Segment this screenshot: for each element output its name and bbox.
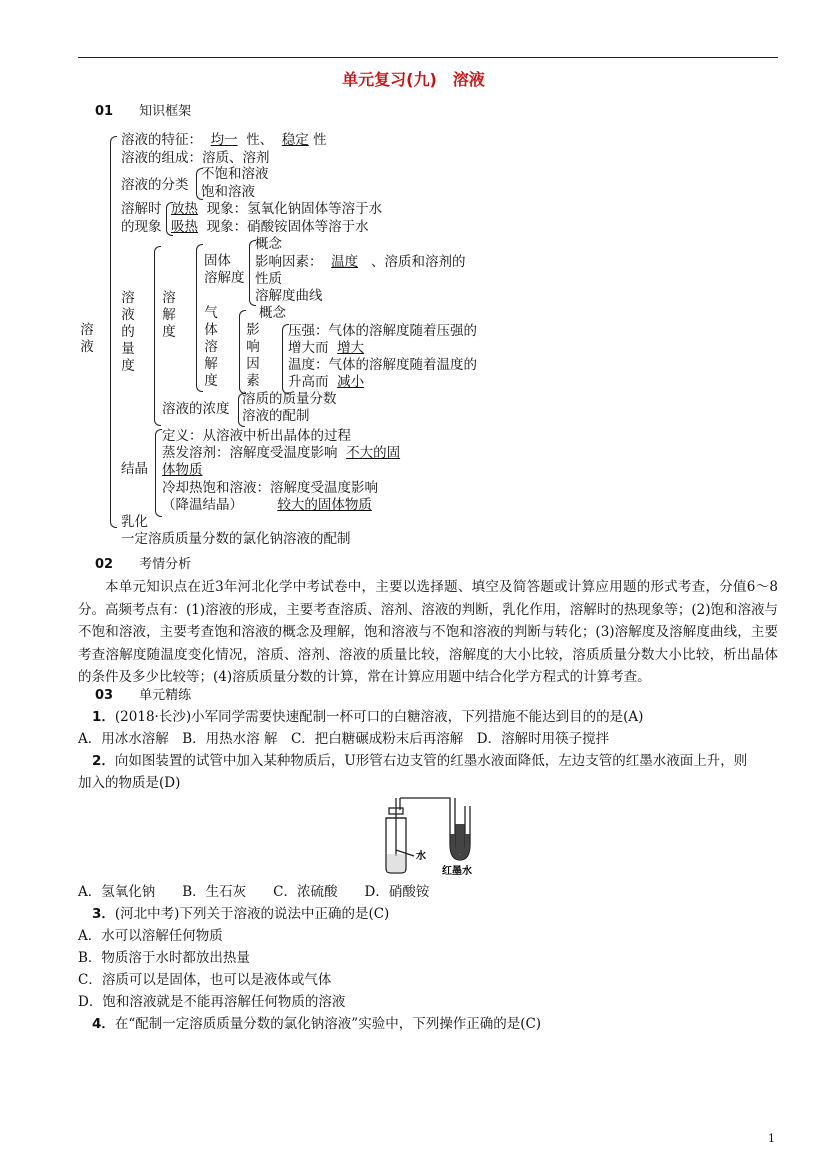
pressure-line-2: 增大而 增大 [288, 340, 365, 356]
crystal-brace [155, 429, 162, 517]
solid-nature: 性质 [255, 271, 282, 287]
evap-line-2: 体物质 [162, 462, 203, 478]
section-number: 02 [95, 557, 114, 572]
solid-sol-1: 固体 [204, 253, 231, 269]
concentration-label: 溶液的浓度 [162, 401, 230, 417]
temp-line-1: 温度：气体的溶解度随着温度的 [288, 357, 477, 373]
section-label: 知识框架 [139, 104, 192, 119]
gas-concept: 概念 [259, 305, 286, 321]
gas-sol-label: 气体溶解度 [204, 305, 218, 389]
header-rule [78, 57, 778, 58]
endo-line: 吸热 现象：硝酸铵固体等溶于水 [171, 219, 369, 235]
root-label: 溶液 [80, 322, 94, 355]
solubility-label: 溶解度 [162, 290, 176, 340]
class-unsaturated: 不饱和溶液 [201, 166, 269, 182]
section-heading-practice [95, 688, 191, 704]
question-3-option-a: A．水可以溶解任何物质 [78, 928, 223, 944]
features-line: 溶液的特征： 均一 性、 稳定 性 [121, 132, 327, 148]
question-2: 2．向如图装置的试管中加入某种物质后，U形管右边支管的红墨水液面降低，左边支管的红墨水液面上升，则 [92, 753, 748, 769]
solid-factors: 影响因素： 温度 、溶质和溶剂的 [255, 254, 466, 270]
root-brace [110, 136, 117, 528]
dissolve-label-1: 溶解时 [121, 201, 162, 217]
evap-line-1: 蒸发溶剂：溶解度受温度影响 不大的固 [162, 445, 401, 461]
question-4: 4．在“配制一定溶质质量分数的氯化钠溶液”实验中，下列操作正确的是(C) [92, 1016, 542, 1032]
measure-brace [154, 246, 161, 426]
emulsify: 乳化 [121, 514, 148, 530]
section-heading-framework [95, 104, 191, 120]
prepare: 一定溶质质量分数的氯化钠溶液的配制 [121, 531, 351, 547]
section-heading-analysis [95, 557, 191, 573]
solid-curve: 溶解度曲线 [255, 288, 323, 304]
page-number: 1 [768, 1132, 775, 1145]
pressure-line-1: 压强：气体的溶解度随着压强的 [288, 323, 477, 339]
exo-line: 放热 现象：氢氧化钠固体等溶于水 [171, 201, 383, 217]
temp-line-2: 升高而 减小 [288, 374, 365, 390]
section-label: 单元精练 [139, 688, 192, 703]
section-number: 01 [95, 104, 114, 119]
question-3: 3．(河北中考)下列关于溶液的说法中正确的是(C) [92, 906, 390, 922]
question-1-options: A．用冰水溶解 B．用热水溶 解 C．把白糖碾成粉末后再溶解 D．溶解时用筷子搅拌 [78, 731, 610, 747]
crystal-label: 结晶 [121, 461, 148, 477]
page-title: 单元复习(九) 溶液 [342, 70, 485, 89]
conc-item-2: 溶液的配制 [242, 408, 310, 424]
composition-line: 溶液的组成：溶质、溶剂 [121, 150, 270, 166]
dissolve-label-2: 的现象 [121, 219, 162, 235]
class-saturated: 饱和溶液 [201, 184, 255, 200]
measure-label: 溶液的量度 [121, 290, 135, 374]
apparatus-figure [378, 796, 488, 878]
section-label: 考情分析 [139, 557, 192, 572]
analysis-paragraph: 本单元知识点在近3年河北化学中考试卷中，主要以选择题、填空及简答题或计算应用题的形式考查，分值6～8分。高频考点有：(1)溶液的形成，主要考查溶质、溶剂、溶液的判断，乳化作用，溶解时的热现象等；(2)饱和溶液与不饱和溶液，主要考查饱和溶液的概念及理解，饱和溶液与不饱和溶液的判断与转化；(3)溶解度及溶解度曲线，主要考查溶解度随温度变化情况，溶质、溶剂、溶液的质量比较，溶解度的大小比较，溶质质量分数大小比较，析出晶体的条件及多少比较等；(4)溶质质量分数的计算，常在计算应用题中结合化学方程式的计算考查。 [78, 579, 778, 685]
fig-label-red-ink: 红墨水 [442, 866, 472, 877]
cool-line-2: （降温结晶） 较大的固体物质 [162, 497, 372, 513]
red-ink-fill [456, 824, 465, 854]
question-3-option-b: B．物质溶于水时都放出热量 [78, 950, 250, 966]
cool-line-1: 冷却热饱和溶液：溶解度受温度影响 [162, 480, 378, 496]
conc-item-1: 溶质的质量分数 [242, 391, 337, 407]
question-2-stem-2: 加入的物质是(D) [78, 775, 181, 791]
question-2-options: A．氢氧化钠 B．生石灰 C．浓硫酸 D．硝酸铵 [78, 884, 430, 900]
classification-label: 溶液的分类 [121, 177, 189, 193]
solid-concept: 概念 [255, 236, 282, 252]
crystal-def: 定义：从溶液中析出晶体的过程 [162, 428, 351, 444]
gas-factors: 影响因素 [246, 322, 260, 389]
solid-sol-label: 溶解度 [204, 270, 245, 286]
solubility-brace [196, 244, 203, 392]
fig-label-water: 水 [416, 851, 426, 862]
question-3-option-c: C．溶质可以是固体，也可以是液体或气体 [78, 972, 332, 988]
question-1: 1．(2018·长沙)小军同学需要快速配制一杯可口的白糖溶液，下列措施不能达到目的的是(A) [92, 709, 644, 725]
section-number: 03 [95, 688, 114, 703]
question-3-option-d: D．饱和溶液就是不能再溶解任何物质的溶液 [78, 994, 346, 1010]
